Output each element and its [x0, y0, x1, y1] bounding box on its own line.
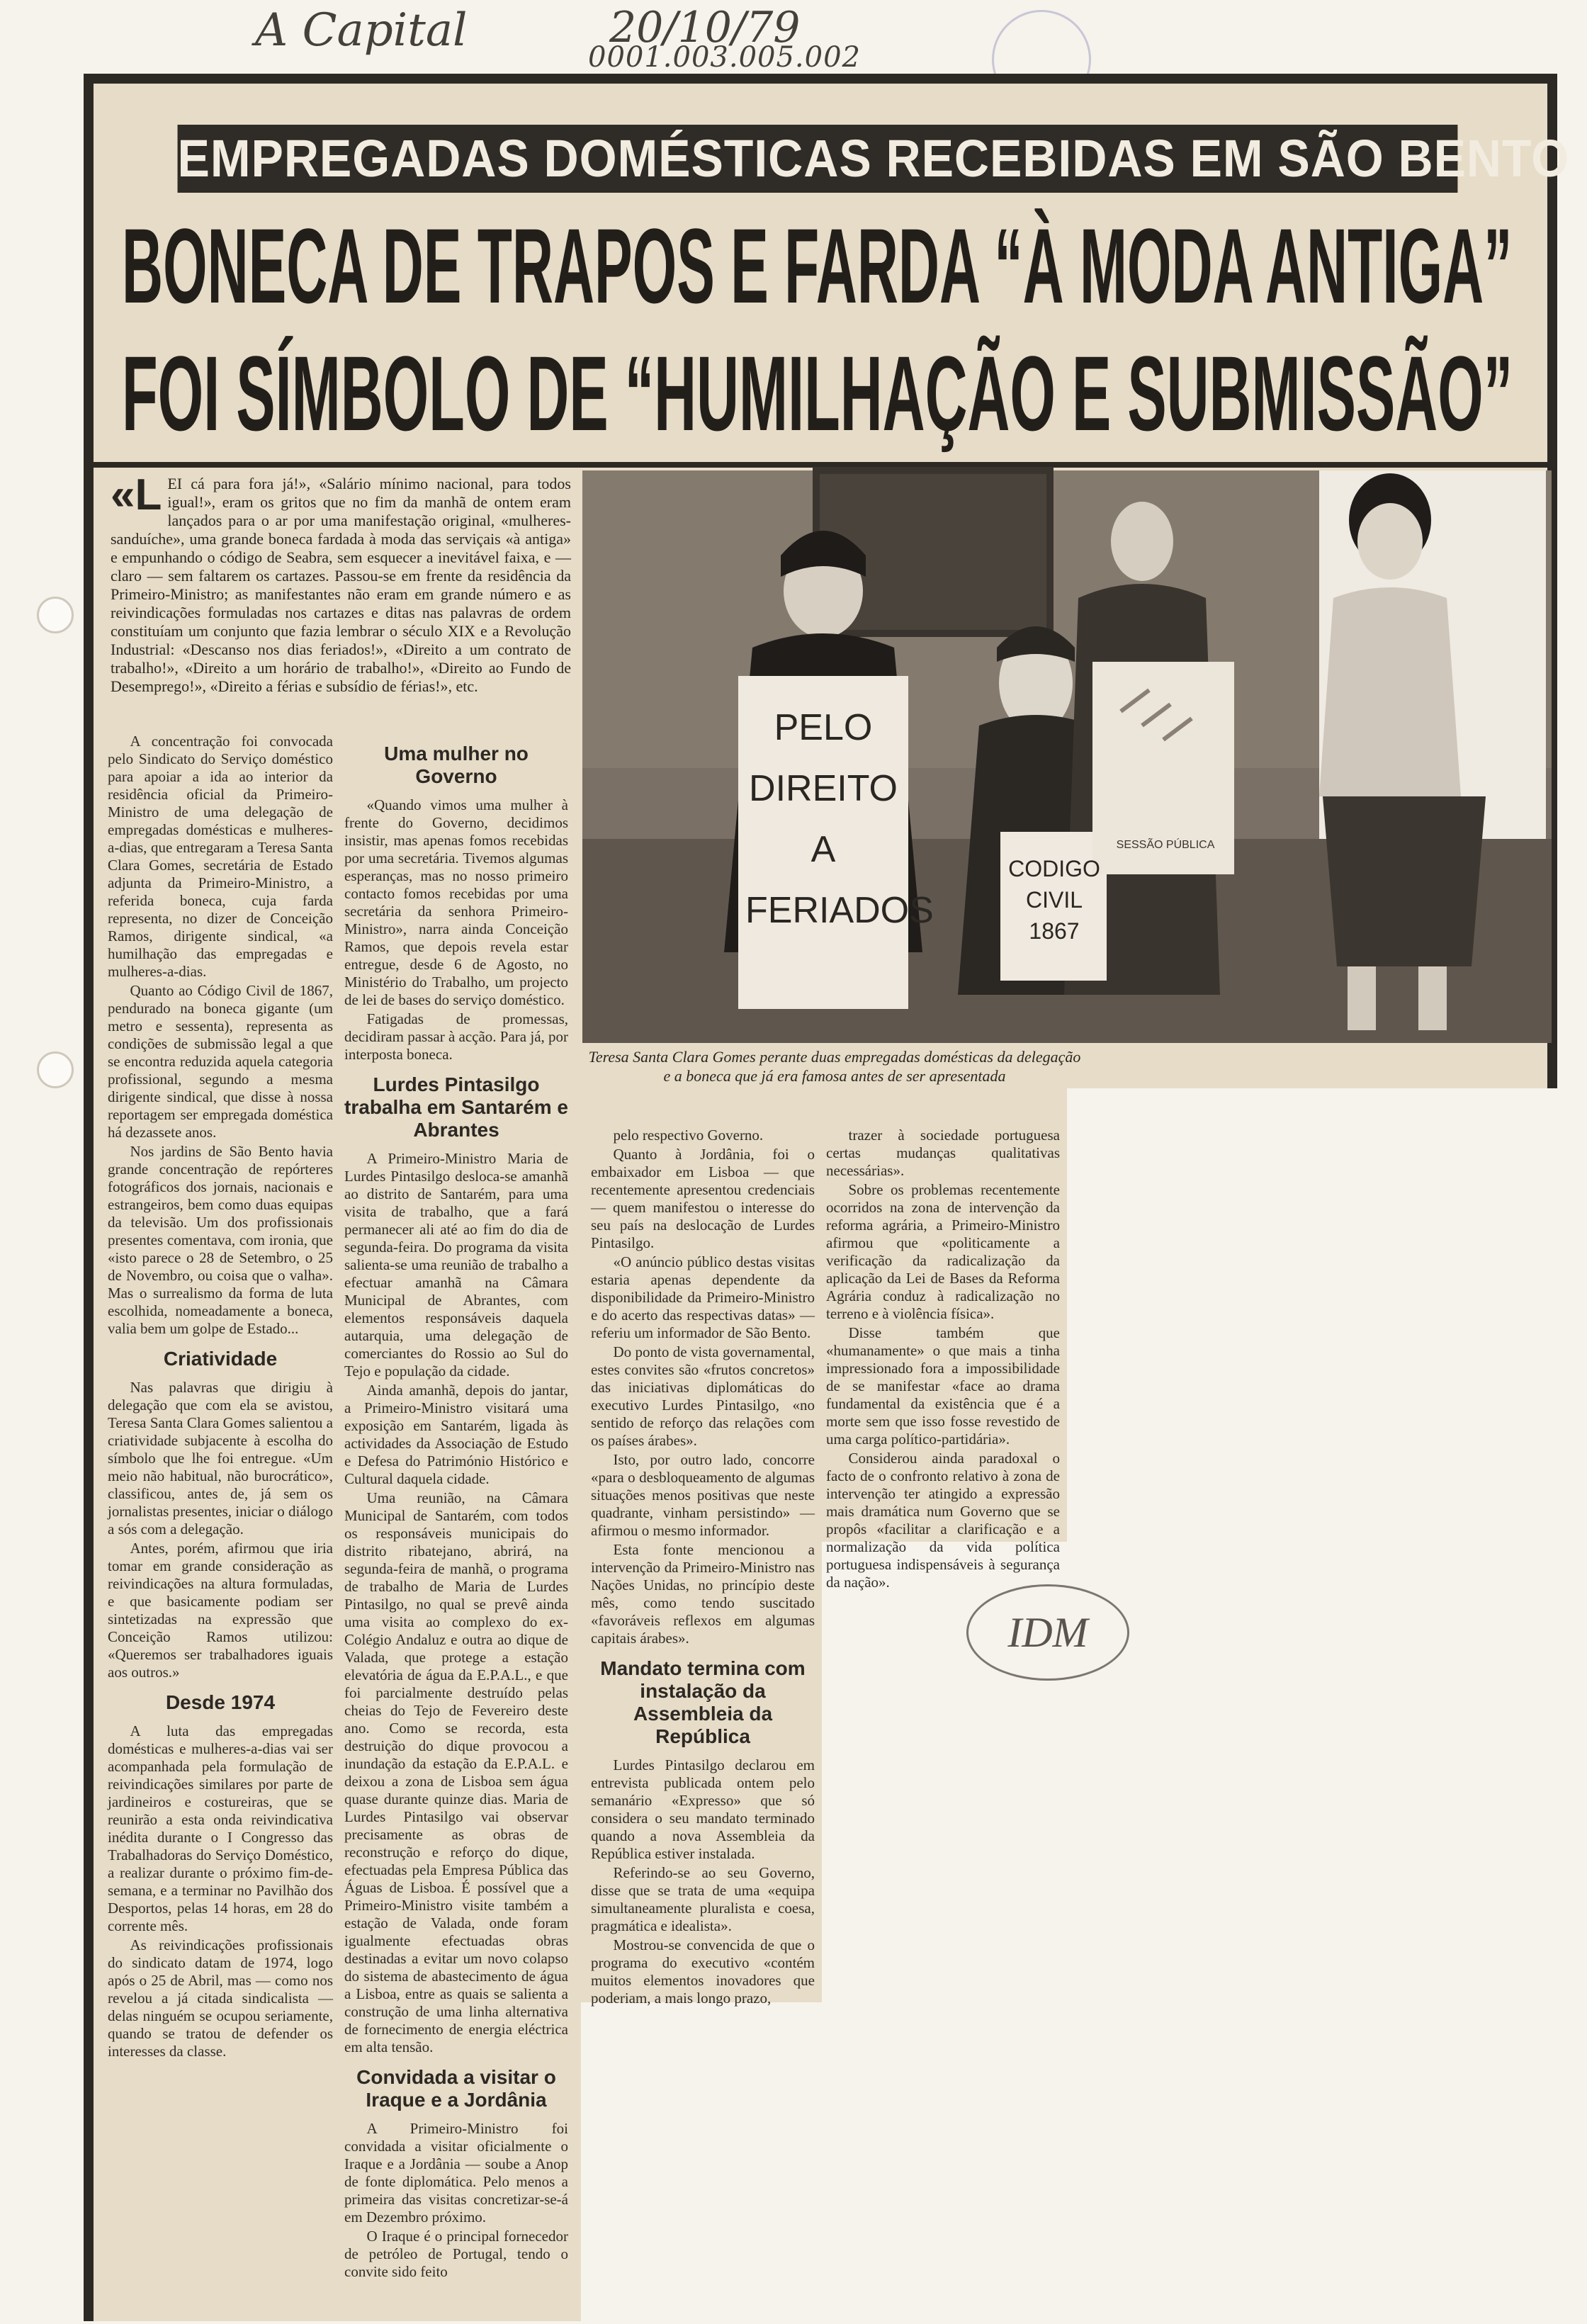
paragraph: trazer à sociedade portuguesa certas mudanças qualitativas necessárias». — [826, 1127, 1060, 1179]
subheading-iraque-jordania: Convidada a visitar o Iraque e a Jordânia — [356, 2066, 556, 2111]
paragraph: O Iraque é o principal fornecedor de petróleo de Portugal, tendo o convite sido feito — [344, 2228, 568, 2280]
paragraph: Esta fonte mencionou a intervenção da Primeiro-Ministro nas Nações Unidas, no princípio deste mês, como tendo suscitado «favoráveis reflexos em algumas capitais árabes». — [591, 1541, 815, 1647]
headline-rule — [94, 462, 1547, 468]
headline-line-2: FOI SÍMBOLO DE “HUMILHAÇÃO E SUBMISSÃO” — [122, 334, 1513, 453]
paragraph: Isto, por outro lado, concorre «para o desbloqueamento de algumas situações menos positivas que neste quadrante, vinham persistindo» — afirmou o mesmo informador. — [591, 1451, 815, 1539]
paragraph: Disse também que «humanamente» o que mais a tinha impressionado fora a impossibilidade de se manifestar «face ao drama fundamental da existência que é a morte sem que isso fosse revestido de uma carga político-partidária». — [826, 1324, 1060, 1448]
photo-illustration — [582, 470, 1552, 1043]
news-photo — [582, 470, 1552, 1043]
paragraph: Considerou ainda paradoxal o facto de o confronto relativo à zona de intervenção ter atingido a expressão mais dramática num Governo que se propôs «facilitar a clarificação e a normalização da vida política portuguesa indispensáveis à segurança da nação». — [826, 1450, 1060, 1591]
text-column-b — [344, 733, 568, 2313]
sign-text-2: CODIGO CIVIL 1867 — [1008, 856, 1100, 944]
paragraph: As reivindicações profissionais do sindicato datam de 1974, logo após o 25 de Abril, mas — como nos revelou a já citada sindicalista — delas ninguém se ocupou seriamente, quando se tratou de defender os interesses da classe. — [108, 1936, 333, 2060]
paragraph: Referindo-se ao seu Governo, disse que se trata de uma «equipa simultaneamente pluralista e coesa, pragmática e idealista». — [591, 1864, 815, 1934]
handwritten-date: 20/10/79 — [609, 3, 801, 52]
paragraph: Quanto à Jordânia, foi o embaixador em Lisboa — que recentemente apresentou credenciais — quem manifestou o interesse do seu país na deslocação de Lurdes Pintasilgo. — [591, 1146, 815, 1251]
paragraph: A concentração foi convocada pelo Sindicato do Serviço doméstico para apoiar a ida ao interior da residência oficial da Primeiro-Ministro de uma delegação de empregadas domésticas e mulheres-a-dias, que entregaram a Teresa Santa Clara Gomes, secretária de Estado adjunta da Primeiro-Ministro, a referida boneca, cuja farda representa, no dizer de Conceição Ramos, dirigente sindical, «a humilhação das empregadas e mulheres-a-dias. — [108, 733, 333, 980]
paragraph: «O anúncio público destas visitas estaria apenas dependente da disponibilidade da Primeiro-Ministro e do acerto das respectivas datas» — referiu um informador de São Bento. — [591, 1253, 815, 1341]
subheading-desde-1974: Desde 1974 — [165, 1691, 276, 1713]
kicker-banner: EMPREGADAS DOMÉSTICAS RECEBIDAS EM SÃO BENTO — [178, 125, 1458, 193]
handwritten-source: A Capital — [255, 4, 468, 57]
photo-caption: Teresa Santa Clara Gomes perante duas empregadas domésticas da delegação e a boneca que já era famosa antes de ser apresentada — [588, 1048, 1081, 1085]
paragraph: Antes, porém, afirmou que iria tomar em grande consideração as reivindicações na altura formuladas, e que basicamente podiam ser sintetizadas na expressão que Conceição Ramos utilizou: «Queremos ser trabalhadores iguais aos outros.» — [108, 1540, 333, 1681]
paragraph: Quanto ao Código Civil de 1867, pendurado na boneca gigante (um metro e sessenta), representa as condições de submissão legal a que se encontra reduzida aquela categoria profissional, segundo a mesma dirigente sindical, que disse à nossa reportagem ser empregada doméstica há dezassete anos. — [108, 982, 333, 1141]
text-column-d — [826, 1127, 1060, 1591]
punch-hole-bottom — [37, 1051, 74, 1088]
paragraph: pelo respectivo Governo. — [613, 1127, 764, 1144]
paragraph: «Quando vimos uma mulher à frente do Governo, decidimos insistir, mas apenas fomos recebidas por uma secretária. Tivemos algumas esperanças, mas no nosso primeiro contacto fomos recebidas por uma secretária da senhora Primeiro-Ministro», narra ainda Conceição Ramos, que depois revela estar entregue, desde 6 de Agosto, no Ministério do Trabalho, um projecto de lei de bases do serviço doméstico. — [344, 796, 568, 1008]
sign-text-1: PELO DIREITO A FERIADOS — [745, 707, 934, 931]
paragraph: Uma reunião, na Câmara Municipal de Santarém, com todos os responsáveis municipais do distrito ribatejano, abrirá, na segunda-feira de manhã, o programa de trabalho de Maria de Lurdes Pintasilgo, no qual se prevê ainda uma visita ao complexo do ex-Colégio Andaluz e outra ao dique de Valada, que protege a estação elevatória de água da E.P.A.L., e que foi parcialmente destruído pelas cheias do Tejo de Fevereiro deste ano. Como se recorda, esta destruição do dique provocou a inundação da estação da E.P.A.L. e deixou a zona de Lisboa sem água quase durante quinze dias. Maria de Lurdes Pintasilgo vai observar precisamente as obras de reconstrução e reforço do dique, efectuadas pela Empresa Pública das Águas de Lisboa. É possível que a Primeiro-Ministro visite também a estação de Valada, onde foram igualmente efectuadas obras destinadas a evitar um novo colapso do sistema de abastecimento de água a Lisboa, entre as quais se salienta a construção de uma linha alternativa de fornecimento de energia eléctrica em alta tensão. — [344, 1489, 568, 2055]
paragraph: Nas palavras que dirigiu à delegação que com ela se avistou, Teresa Santa Clara Gomes salientou a criatividade subjacente à escolha do símbolo que lhe foi entregue. «Um meio não habitual, não burocrático», classificou, antes de, já sem os jornalistas presentes, iniciar o diálogo a sós com a delegação. — [108, 1379, 333, 1538]
paragraph: Ainda amanhã, depois do jantar, a Primeiro-Ministro visitará uma exposição em Santarém, ligada às actividades da Associação de Estudo e Defesa do Património Histórico e Cultural daquela cidade. — [344, 1382, 568, 1487]
paragraph: A Primeiro-Ministro foi convidada a visitar oficialmente o Iraque e a Jordânia — soube a Anop de fonte diplomática. Pelo menos a primeira das visitas concretizar-se-á em Dezembro próximo. — [344, 2120, 568, 2226]
sign-text-3: SESSÃO PÚBLICA — [1116, 839, 1215, 851]
subheading-mulher-governo: Uma mulher no Governo — [384, 743, 529, 787]
paragraph: Mostrou-se convencida de que o programa do executivo «contém muitos elementos inovadores que poderiam, a mais longo prazo, — [591, 1936, 815, 2007]
handwritten-initials: IDM — [966, 1584, 1129, 1681]
paragraph: A Primeiro-Ministro Maria de Lurdes Pintasilgo desloca-se amanhã ao distrito de Santarém, para uma visita de trabalho, que a fará permanecer ali até ao fim do dia de segunda-feira. Do programa da visita salienta-se uma reunião de trabalho a efectuar amanhã na Câmara Municipal de Abrantes, com elementos responsáveis daquela autarquia, uma delegação de comerciantes do Rossio ao Sul do Tejo e população da cidade. — [344, 1150, 568, 1380]
text-column-a — [108, 733, 333, 2313]
paragraph: Fatigadas de promessas, decidiram passar à acção. Para já, por interposta boneca. — [344, 1010, 569, 1063]
lead-paragraph — [111, 470, 571, 696]
paragraph: Do ponto de vista governamental, estes convites são «frutos concretos» das iniciativas diplomáticas do executivo Lurdes Pintasilgo, «no sentido de reforço das relações com os países árabes». — [591, 1343, 815, 1449]
paragraph: A luta das empregadas domésticas e mulheres-a-dias vai ser acompanhada pela formulação de reivindicações similares por parte de jardineiros e costureiras, que se reunirão a esta onda reivindicativa inédita durante o I Congresso das Trabalhadoras do Serviço Doméstico, a realizar durante o próximo fim-de-semana, e a terminar no Pavilhão dos Desportos, pelas 14 horas, em 28 do corrente mês. — [108, 1722, 333, 1934]
subheading-criatividade: Criatividade — [163, 1348, 278, 1370]
text-column-c — [591, 1127, 815, 2007]
paragraph: Nos jardins de São Bento havia grande concentração de repórteres fotográficos dos jornais, nacionais e estrangeiros, bem como duas equipas da televisão. Um dos profissionais presentes comentava, com ironia, que «isto parece o 28 de Setembro, o 25 de Novembro, ou coisa que o valha». Mas o surrealismo da forma de luta escolhida, nomeadamente a boneca, valia bem um golpe de Estado... — [108, 1143, 333, 1337]
handwritten-reference: 0001.003.005.002 — [588, 41, 861, 74]
drop-cap: «L — [111, 470, 162, 519]
subheading-santarem-abrantes: Lurdes Pintasilgo trabalha em Santarém e Abrantes — [344, 1073, 568, 1141]
headline-line-1: BONECA DE TRAPOS E FARDA “À MODA ANTIGA” — [122, 206, 1513, 325]
subheading-mandato: Mandato termina com instalação da Assembleia da República — [600, 1657, 806, 1747]
paragraph: Sobre os problemas recentemente ocorridos na zona de intervenção da reforma agrária, a Primeiro-Ministro afirmou que «politicamente a verificação da radicalização da aplicação da Lei de Bases da Reforma Agrária conduz à radicalização no terreno e à violência física». — [826, 1181, 1060, 1322]
paragraph: Lurdes Pintasilgo declarou em entrevista publicada ontem pelo semanário «Expresso» que só considera o seu mandato terminado quando a nova Assembleia da República estiver instalada. — [591, 1756, 815, 1862]
punch-hole-top — [37, 597, 74, 633]
lead-text: EI cá para fora já!», «Salário mínimo nacional, para todos igual!», eram os gritos que no fim da manhã de ontem eram lançados para o ar por uma manifestação original, «mulheres-sanduíche», uma grande boneca fardada à moda das serviçais «à antiga» e empunhando o código de Seabra, sem esquecer a inevitável faixa, e — claro — sem faltarem os cartazes. Passou-se em frente da residência da Primeiro-Ministro; as manifestantes não eram em grande número e as reivindicações formuladas nos cartazes e ditas nas palavras de ordem constituíam um conjunto que fazia lembrar o século XIX e a Revolução Industrial: «Descanso nos dias feriados!», «Direito a um contrato de trabalho!», «Direito a um horário de trabalho!», «Direito ao Fundo de Desemprego!», «Direito a férias e subsídio de férias!», etc. — [111, 475, 571, 695]
